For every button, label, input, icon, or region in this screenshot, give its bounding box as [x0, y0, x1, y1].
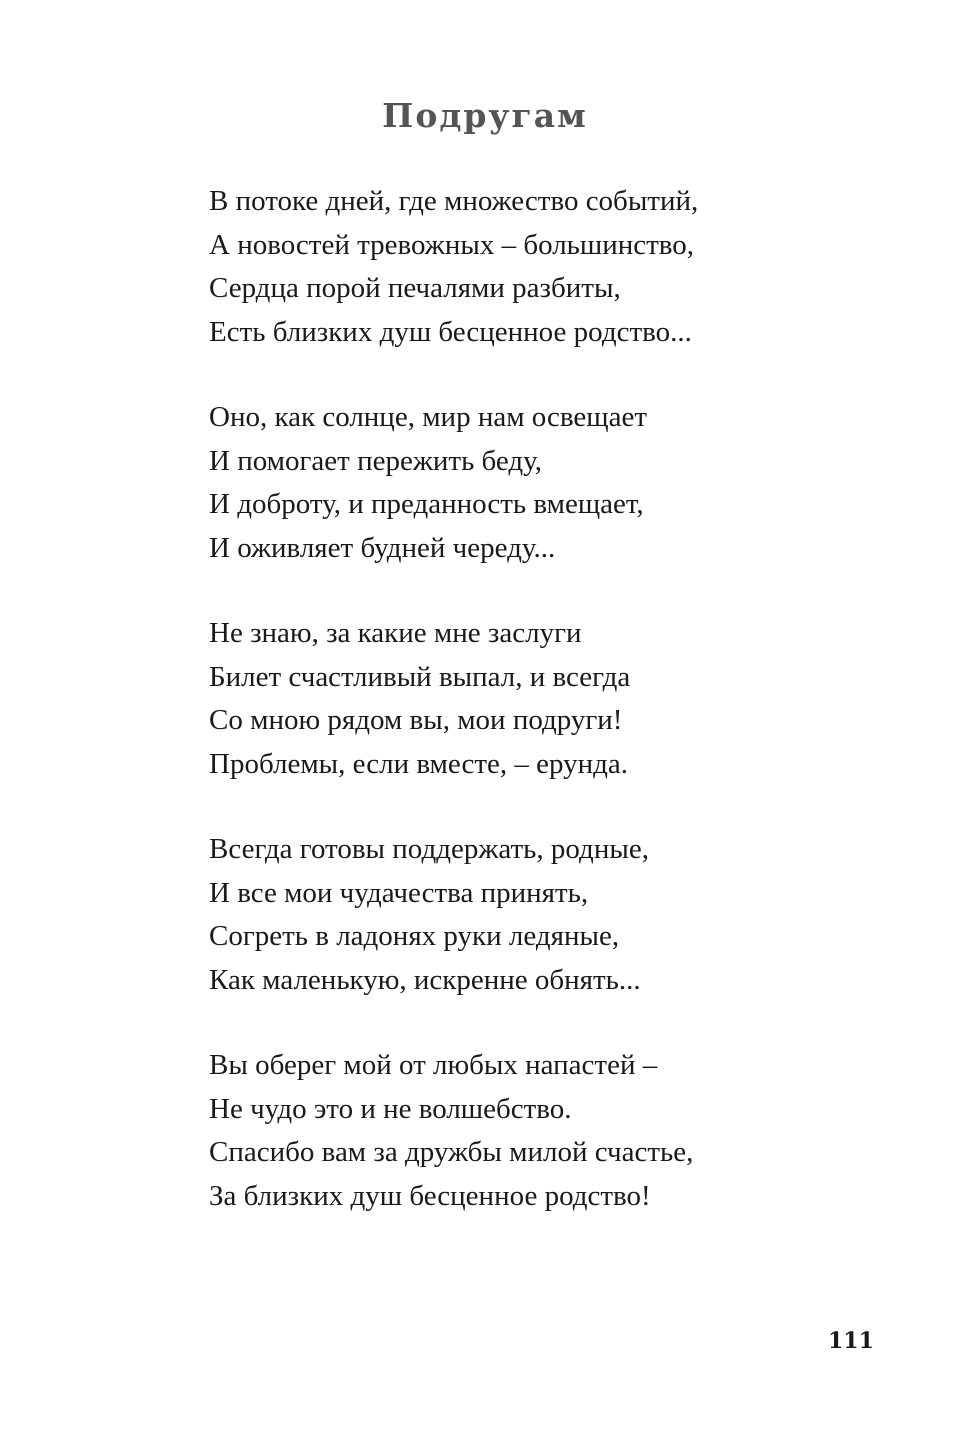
poem-line: Вы оберег мой от любых напастей – [209, 1049, 658, 1081]
poem-line: Проблемы, если вместе, – ерунда. [209, 747, 629, 780]
poem-line: А новостей тревожных – большинство, [209, 228, 695, 261]
poem-line: Есть близких душ бесценное родство... [209, 315, 692, 348]
poem-line: И помогает пережить беду, [209, 444, 543, 477]
page-number: 111 [828, 1328, 874, 1354]
poem-line: Оно, как солнце, мир нам освещает [209, 401, 648, 433]
stanza-4 [209, 828, 909, 1002]
poem-line: За близких душ бесценное родство! [209, 1179, 651, 1212]
poem-line: Не чудо это и не волшебство. [209, 1092, 572, 1125]
stanza-1 [209, 180, 909, 354]
poem-line: Сердца порой печалями разбиты, [209, 272, 621, 304]
poem-line: Не знаю, за какие мне заслуги [209, 617, 582, 649]
stanza-2 [209, 396, 909, 570]
poem-line: Всегда готовы поддержать, родные, [209, 833, 649, 865]
poem-line: В потоке дней, где множество событий, [209, 185, 699, 217]
poem-line: И доброту, и преданность вмещает, [209, 488, 644, 520]
poem-line: И оживляет будней череду... [209, 531, 556, 564]
poem-title: Подругам [382, 96, 588, 135]
poem-line: Как маленькую, искренне обнять... [209, 963, 641, 996]
poem-line: Спасибо вам за дружбы милой счастье, [209, 1136, 694, 1168]
poem-line: И все мои чудачества принять, [209, 876, 589, 909]
stanza-3 [209, 612, 909, 786]
poem-body [209, 180, 909, 1260]
poem-line: Со мною рядом вы, мои подруги! [209, 704, 623, 736]
poem-line: Согреть в ладонях руки ледяные, [209, 920, 620, 952]
stanza-5 [209, 1044, 909, 1218]
poem-line: Билет счастливый выпал, и всегда [209, 660, 631, 693]
